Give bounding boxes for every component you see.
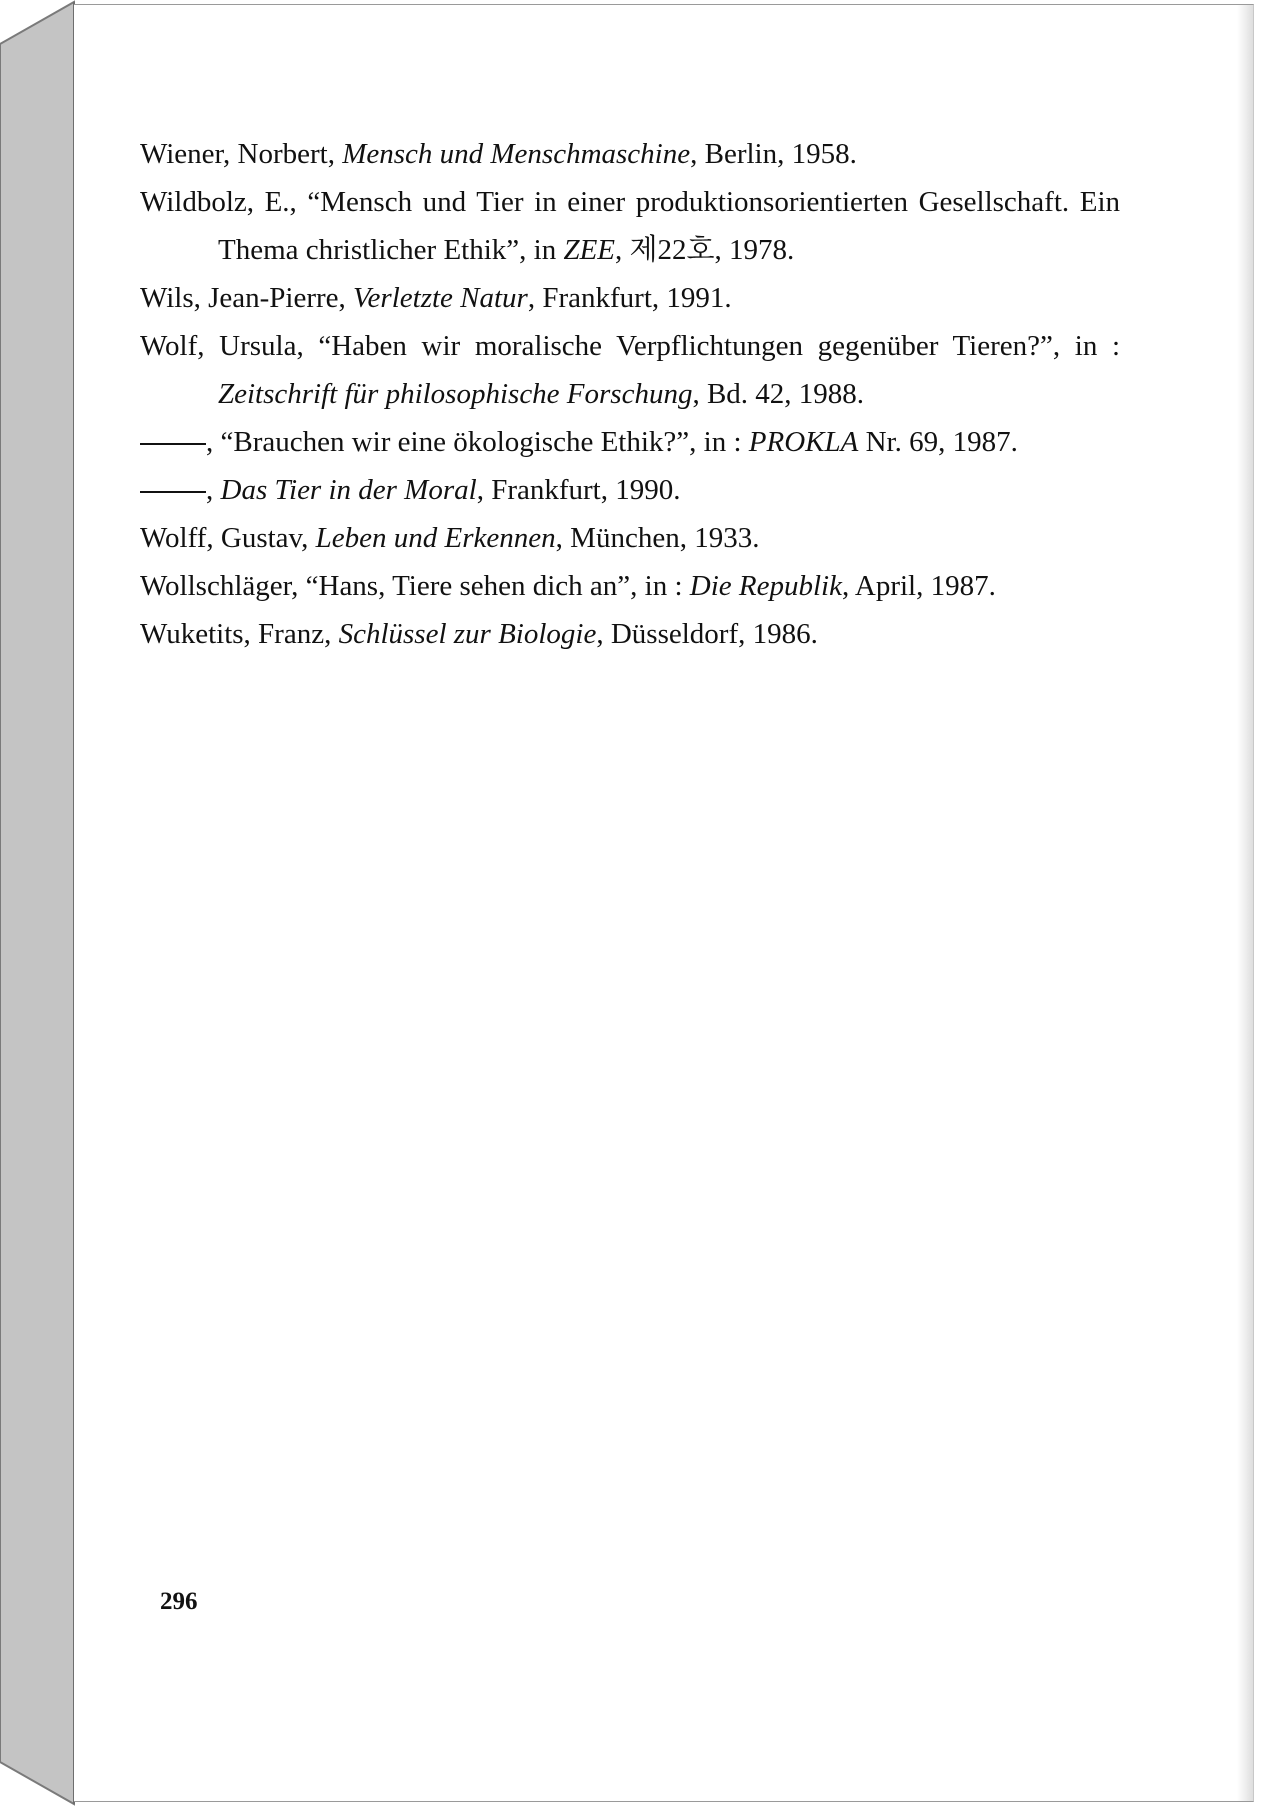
entry-title: Mensch und Menschmaschine <box>342 138 691 170</box>
entry-author: Wiener, Norbert, <box>140 138 343 170</box>
entry-author: Wuketits, Franz, <box>140 618 339 650</box>
entry-author: Wils, Jean-Pierre, <box>140 282 354 314</box>
entry-article-title: “Hans, Tiere sehen dich an”, in : <box>305 570 690 602</box>
entry-article-title: “Haben wir moralische Verpflichtungen gegenüber Tieren?”, in : <box>318 330 1120 362</box>
entry-title: Leben und Erkennen <box>315 522 556 554</box>
entry-author: Wolf, Ursula, <box>140 330 319 362</box>
entry-author: Wolff, Gustav, <box>140 522 316 554</box>
entry-publication-info: , Berlin, 1958. <box>690 138 857 170</box>
entry-publication-info: , Bd. 42, 1988. <box>692 378 865 410</box>
bibliography-entry <box>140 322 1120 418</box>
entry-title: Verletzte Natur <box>353 282 528 314</box>
entry-publication-info: , Düsseldorf, 1986. <box>596 618 818 650</box>
entry-separator: , <box>206 474 221 506</box>
same-author-dash <box>140 491 206 493</box>
bibliography-entry <box>140 418 1120 466</box>
entry-title: ZEE <box>563 234 616 266</box>
entry-article-title: , “Brauchen wir eine ökologische Ethik?”, in : <box>206 426 749 458</box>
entry-publication-info: , München, 1933. <box>555 522 760 554</box>
bibliography-entry <box>140 178 1120 274</box>
entry-publication-info: , Frankfurt, 1991. <box>527 282 732 314</box>
entry-title: Die Republik <box>689 570 842 602</box>
bibliography-list <box>140 130 1120 658</box>
bibliography-entry <box>140 466 1120 514</box>
entry-title: Zeitschrift für philosophische Forschung <box>218 378 693 410</box>
book-spine-face <box>0 2 74 1804</box>
entry-publication-info: Nr. 69, 1987. <box>858 426 1018 458</box>
page-right-shadow <box>1237 5 1253 1801</box>
page-number: 296 <box>160 1588 198 1615</box>
entry-title: PROKLA <box>748 426 859 458</box>
entry-publication-info: , April, 1987. <box>842 570 996 602</box>
entry-author: Wollschläger, <box>140 570 306 602</box>
same-author-dash <box>140 443 206 445</box>
bibliography-entry <box>140 562 1120 610</box>
entry-publication-info: , 제22호, 1978. <box>615 234 795 266</box>
bibliography-entry <box>140 130 1120 178</box>
entry-title: Das Tier in der Moral <box>220 474 477 506</box>
entry-author: Wildbolz, E., <box>140 186 308 218</box>
bibliography-entry <box>140 610 1120 658</box>
bibliography-entry <box>140 514 1120 562</box>
entry-article-title: “Mensch und Tier in einer produktionsorientierten Gesellschaft. Ein Thema christlicher Ethik”, in <box>218 186 1120 266</box>
entry-title: Schlüssel zur Biologie <box>338 618 597 650</box>
bibliography-entry <box>140 274 1120 322</box>
entry-publication-info: , Frankfurt, 1990. <box>476 474 681 506</box>
